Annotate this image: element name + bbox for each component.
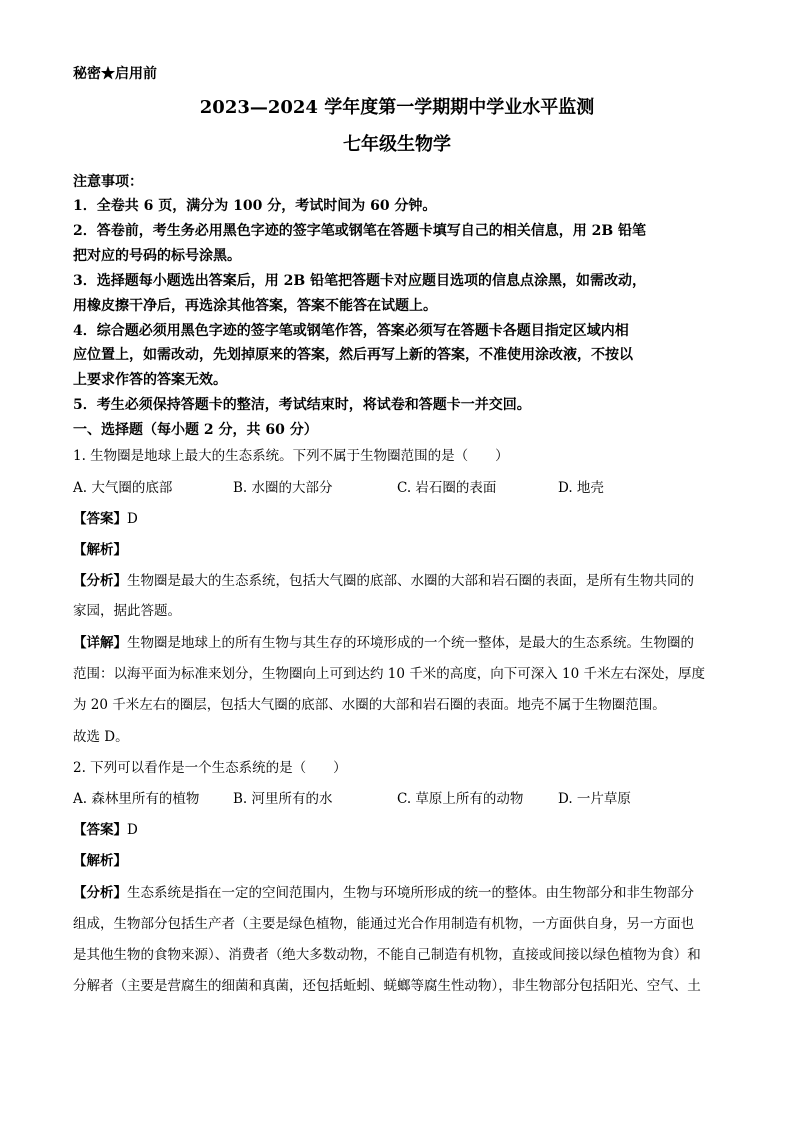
question-1-xiangjie-line: 范围：以海平面为标准来划分，生物圈向上可到达约 10 千米的高度，向下可深入 10 千米左右深处，厚度 [73,666,706,682]
fenxi-text: 生物圈是最大的生态系统，包括大气圈的底部、水圈的大部和岩石圈的表面，是所有生物共同的 [127,573,694,589]
question-2-fenxi [73,883,694,903]
question-1-stem: 1. 生物圈是地球上最大的生态系统。下列不属于生物圈范围的是（ ） [73,448,509,464]
notice-line: 3．选择题每小题选出答案后，用 2B 铅笔把答题卡对应题目选项的信息点涂黑，如需改动， [73,273,647,289]
answer-tag: 【答案】 [73,822,127,838]
fenxi-tag: 【分析】 [73,573,127,589]
fenxi-tag: 【分析】 [73,885,127,901]
notice-line: 5．考生必须保持答题卡的整洁，考试结束时，将试卷和答题卡一并交回。 [73,397,531,413]
question-1-fenxi [73,571,694,591]
answer-tag: 【答案】 [73,511,127,527]
question-2-option-d: D. 一片草原 [558,791,631,807]
section-heading: 一、选择题（每小题 2 分，共 60 分） [73,422,318,438]
question-1-analysis-tag [73,540,127,560]
analysis-tag: 【解析】 [73,542,127,558]
answer-value: D [127,822,138,838]
exam-title: 2023—2024 学年度第一学期期中学业水平监测 [199,97,595,118]
xiangjie-tag: 【详解】 [73,635,127,651]
question-1-option-b: B. 水圈的大部分 [233,480,333,496]
question-1-option-a: A. 大气圈的底部 [73,480,173,496]
question-2-stem: 2. 下列可以看作是一个生态系统的是（ ） [73,760,347,776]
question-1-answer [73,509,138,529]
answer-value: D [127,511,138,527]
notice-line: 1．全卷共 6 页，满分为 100 分，考试时间为 60 分钟。 [73,198,437,214]
question-1-option-d: D. 地壳 [558,480,604,496]
notice-line: 用橡皮擦干净后，再选涂其他答案，答案不能答在试题上。 [73,298,437,314]
fenxi-text: 生态系统是指在一定的空间范围内，生物与环境所形成的统一的整体。由生物部分和非生物部分 [127,885,694,901]
question-1-conclusion: 故选 D。 [73,729,129,745]
question-1-fenxi-line: 家园，据此答题。 [73,603,181,619]
notice-heading: 注意事项： [73,174,143,190]
question-1-xiangjie [73,633,694,653]
notice-line: 2．答卷前，考生务必用黑色字迹的签字笔或钢笔在答题卡填写自己的相关信息，用 2B 铅笔 [73,223,647,239]
question-2-fenxi-line: 组成，生物部分包括生产者（主要是绿色植物，能通过光合作用制造有机物，一方面供自身，另一方面也 [73,916,694,932]
question-2-option-b: B. 河里所有的水 [233,791,333,807]
question-2-analysis-tag [73,851,127,871]
question-2-option-c: C. 草原上所有的动物 [397,791,524,807]
question-2-fenxi-line: 分解者（主要是营腐生的细菌和真菌，还包括蚯蚓、蜣螂等腐生性动物），非生物部分包括阳光、空气、土 [73,978,701,994]
question-2-option-a: A. 森林里所有的植物 [73,791,200,807]
notice-line: 应位置上，如需改动，先划掉原来的答案，然后再写上新的答案，不准使用涂改液，不按以 [73,347,633,363]
notice-line: 把对应的号码的标号涂黑。 [73,248,241,264]
question-1-option-c: C. 岩石圈的表面 [397,480,497,496]
question-1-xiangjie-line: 为 20 千米左右的圈层，包括大气圈的底部、水圈的大部和岩石圈的表面。地壳不属于生物圈范围。 [73,697,666,713]
exam-subtitle: 七年级生物学 [343,134,451,155]
confidential-label: 秘密★启用前 [73,66,157,82]
notice-line: 上要求作答的答案无效。 [73,372,227,388]
analysis-tag: 【解析】 [73,853,127,869]
question-2-fenxi-line: 是其他生物的食物来源）、消费者（绝大多数动物，不能自己制造有机物，直接或间接以绿色植物为食）和 [73,947,701,963]
notice-line: 4．综合题必须用黑色字迹的签字笔或钢笔作答，答案必须写在答题卡各题目指定区域内相 [73,323,629,339]
question-2-answer [73,820,138,840]
xiangjie-text: 生物圈是地球上的所有生物与其生存的环境形成的一个统一整体，是最大的生态系统。生物圈的 [127,635,694,651]
